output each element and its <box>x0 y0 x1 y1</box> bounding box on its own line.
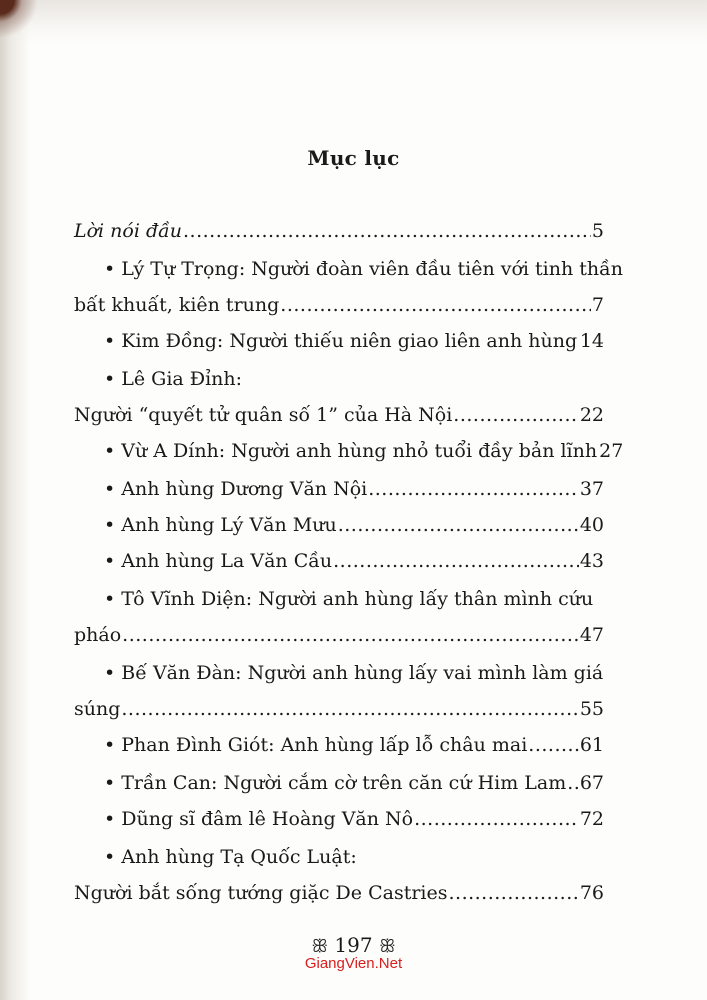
toc-entry-title: bất khuất, kiên trung <box>74 294 280 316</box>
toc-entry-title: • Bế Văn Đàn: Người anh hùng lấy vai mình làm giá <box>104 662 604 684</box>
toc-page-number: 27 <box>599 440 624 462</box>
toc-line <box>74 368 604 398</box>
toc-line <box>74 662 604 692</box>
toc-line <box>74 294 604 324</box>
toc-page-number: 67 <box>579 772 604 794</box>
toc-page-number: 72 <box>579 808 604 830</box>
toc-entry-title: súng <box>74 698 121 720</box>
toc-page-number: 7 <box>591 294 604 316</box>
watermark: GiangVien.Net <box>304 955 403 972</box>
toc-page-number: 47 <box>579 624 604 646</box>
toc-page-number: 40 <box>579 514 604 536</box>
toc-page-number: 22 <box>579 404 604 426</box>
toc-line <box>74 404 604 434</box>
toc-line <box>74 846 604 876</box>
toc-leader-dots <box>453 404 579 426</box>
toc-leader-dots <box>528 734 579 756</box>
toc-entry-title: • Anh hùng La Văn Cầu <box>104 550 333 572</box>
toc-page-number: 43 <box>579 550 604 572</box>
folio-right-ornament-icon: ꕥ <box>378 936 396 957</box>
toc-line <box>74 478 604 508</box>
toc-leader-dots <box>448 882 578 904</box>
page-top-edge <box>0 0 707 44</box>
toc-page-number: 5 <box>591 220 604 242</box>
toc-leader-dots <box>333 550 579 572</box>
toc-entry-title: pháo <box>74 624 122 646</box>
toc-entry-title: • Phan Đình Giót: Anh hùng lấp lỗ châu mai <box>104 734 528 756</box>
binding-corner <box>0 0 40 40</box>
toc-leader-dots <box>368 478 579 500</box>
toc-line <box>74 220 604 250</box>
toc-entry-title: • Vừ A Dính: Người anh hùng nhỏ tuổi đầy bản lĩnh <box>104 440 598 462</box>
toc-page-number: 37 <box>579 478 604 500</box>
toc-leader-dots <box>414 808 579 830</box>
page-folio <box>0 933 707 957</box>
toc-entry-title: Người bắt sống tướng giặc De Castries <box>74 882 448 904</box>
toc-line <box>74 588 604 618</box>
toc-leader-dots <box>121 698 578 720</box>
toc-line <box>74 772 604 802</box>
toc-line <box>74 550 604 580</box>
page-number: 197 <box>334 933 373 957</box>
toc-entry-title: • Dũng sĩ đâm lê Hoàng Văn Nô <box>104 808 414 830</box>
toc-entry-title: • Tô Vĩnh Diện: Người anh hùng lấy thân mình cứu <box>104 588 594 610</box>
toc-page-number: 55 <box>579 698 604 720</box>
toc-line <box>74 882 604 912</box>
toc-entry-title: • Lý Tự Trọng: Người đoàn viên đầu tiên với tinh thần <box>104 258 623 280</box>
toc-line <box>74 258 623 288</box>
toc-line <box>74 734 604 764</box>
toc-entry-title: • Anh hùng Tạ Quốc Luật: <box>104 846 357 868</box>
folio-left-ornament-icon: ꕥ <box>311 936 329 957</box>
toc-line <box>74 514 604 544</box>
toc-entry-title: • Trần Can: Người cắm cờ trên căn cứ Him Lam <box>104 772 567 794</box>
toc-leader-dots <box>280 294 591 316</box>
toc-line <box>74 330 604 360</box>
toc-leader-dots <box>567 772 579 794</box>
toc-entry-title: Người “quyết tử quân số 1” của Hà Nội <box>74 404 453 426</box>
toc-line <box>74 808 604 838</box>
toc-leader-dots <box>122 624 579 646</box>
toc-line <box>74 698 604 728</box>
toc-entry-title: • Kim Đồng: Người thiếu niên giao liên anh hùng <box>104 330 578 352</box>
toc-leader-dots <box>338 514 579 536</box>
page-title: Mục lục <box>307 146 400 170</box>
toc-leader-dots <box>183 220 591 242</box>
toc-page-number: 76 <box>579 882 604 904</box>
toc-entry-title: • Lê Gia Đỉnh: <box>104 368 243 390</box>
toc-line <box>74 624 604 654</box>
toc-leader-dots <box>578 330 579 352</box>
toc-line <box>74 440 624 470</box>
toc-entry-title: Lời nói đầu <box>74 220 183 242</box>
toc-entry-title: • Anh hùng Dương Văn Nội <box>104 478 368 500</box>
toc-page-number: 14 <box>579 330 604 352</box>
toc-entry-title: • Anh hùng Lý Văn Mưu <box>104 514 337 536</box>
toc-page-number: 61 <box>579 734 604 756</box>
